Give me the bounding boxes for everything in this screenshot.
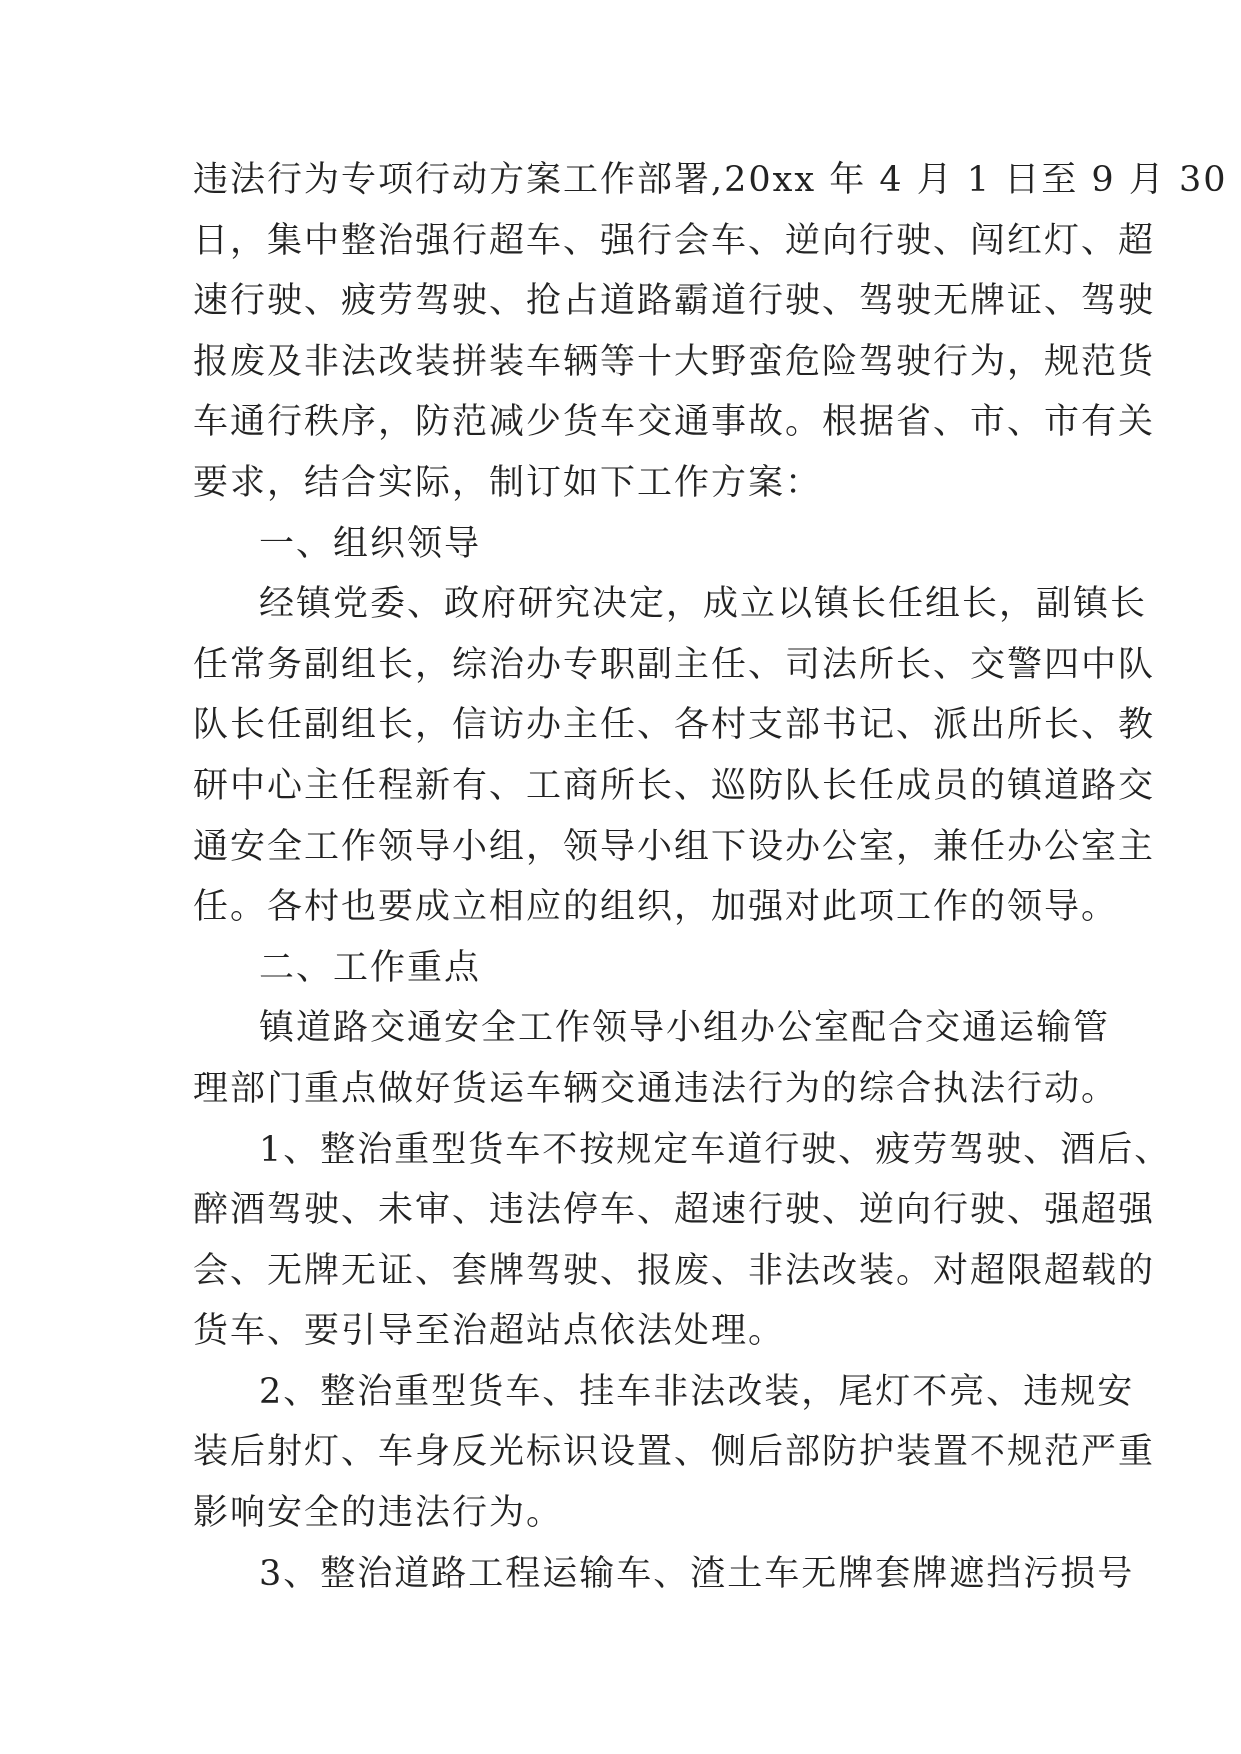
- text-line: 通安全工作领导小组，领导小组下设办公室，兼任办公室主: [193, 826, 1156, 867]
- list-item-2: 2、整治重型货车、挂车非法改装，尾灯不亮、违规安: [259, 1371, 1135, 1412]
- text-line: 研中心主任程新有、工商所长、巡防队长任成员的镇道路交: [193, 765, 1156, 806]
- text-line: 装后射灯、车身反光标识设置、侧后部防护装置不规范严重: [193, 1432, 1156, 1473]
- section-heading-organization: 一、组织领导: [259, 523, 482, 564]
- text-line: 影响安全的违法行为。: [193, 1493, 564, 1534]
- text-line: 货车、要引导至治超站点依法处理。: [193, 1311, 786, 1352]
- text-line: 违法行为专项行动方案工作部署,20xx 年 4 月 1 日至 9 月 30: [193, 160, 1228, 200]
- section-heading-focus: 二、工作重点: [259, 947, 482, 988]
- text-line: 醉酒驾驶、未审、违法停车、超速行驶、逆向行驶、强超强: [193, 1190, 1156, 1231]
- paragraph-start: 经镇党委、政府研究决定，成立以镇长任组长，副镇长: [259, 584, 1148, 625]
- text-line: 速行驶、疲劳驾驶、抢占道路霸道行驶、驾驶无牌证、驾驶: [193, 281, 1156, 322]
- text-line: 报废及非法改装拼装车辆等十大野蛮危险驾驶行为，规范货: [193, 341, 1156, 382]
- document-body: [193, 150, 1228, 1604]
- text-line: 日，集中整治强行超车、强行会车、逆向行驶、闯红灯、超: [193, 220, 1156, 261]
- text-line: 队长任副组长，信访办主任、各村支部书记、派出所长、教: [193, 705, 1156, 746]
- text-line: 任常务副组长，综治办专职副主任、司法所长、交警四中队: [193, 644, 1156, 685]
- list-item-3: 3、整治道路工程运输车、渣土车无牌套牌遮挡污损号: [259, 1553, 1135, 1594]
- text-line: 车通行秩序，防范减少货车交通事故。根据省、市、市有关: [193, 402, 1156, 443]
- text-line: 会、无牌无证、套牌驾驶、报废、非法改装。对超限超载的: [193, 1250, 1156, 1291]
- paragraph-start: 镇道路交通安全工作领导小组办公室配合交通运输管: [259, 1008, 1111, 1049]
- text-line: 理部门重点做好货运车辆交通违法行为的综合执法行动。: [193, 1068, 1119, 1109]
- list-item-1: 1、整治重型货车不按规定车道行驶、疲劳驾驶、酒后、: [259, 1129, 1172, 1170]
- text-line: 任。各村也要成立相应的组织，加强对此项工作的领导。: [193, 887, 1119, 928]
- text-line: 要求，结合实际，制订如下工作方案：: [193, 462, 823, 503]
